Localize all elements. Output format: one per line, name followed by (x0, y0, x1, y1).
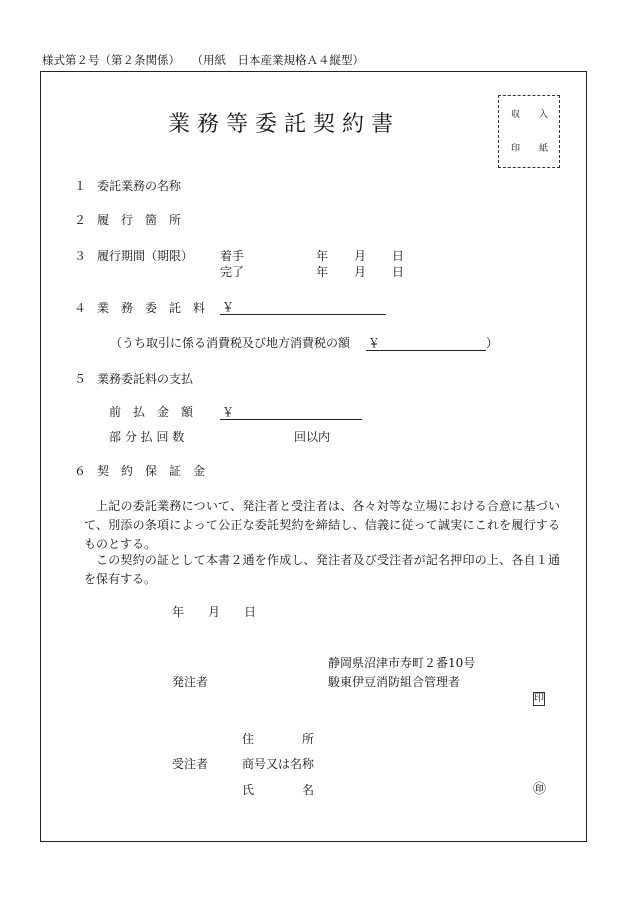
item-1-label: 委託業務の名称 (97, 179, 182, 193)
stamp-label: 入 (539, 110, 549, 120)
contractor-address-label: 住 所 (242, 732, 315, 746)
partial-times: 回以内 (294, 430, 331, 444)
stamp-label: 紙 (539, 144, 549, 154)
period-end-label: 完了 (220, 265, 245, 279)
advance-label: 前 払 金 額 (109, 405, 194, 419)
item-6-label: 契 約 保 証 金 (97, 464, 206, 478)
period-end-year: 年 (316, 265, 329, 279)
period-start-day: 日 (392, 249, 405, 263)
contractor-name-label: 氏 名 (242, 783, 315, 797)
period-start-year: 年 (316, 249, 329, 263)
date-month: 月 (208, 605, 221, 619)
contractor-company-label: 商号又は名称 (242, 757, 315, 771)
fee-amount-line[interactable] (220, 314, 386, 315)
item-4-number: ４ (74, 301, 87, 315)
stamp-label: 収 (511, 110, 521, 120)
agreement-paragraph: 上記の委託業務について、発注者と受注者は、各々対等な立場における合意に基づいて、別添の条項によって公正な委託契約を締結し、信義に従って誠実にこれを履行するものとする。 (84, 499, 560, 551)
partial-label: 部 分 払 回 数 (109, 430, 185, 444)
contractor-label: 受注者 (172, 757, 209, 771)
advance-yen-symbol: ￥ (222, 405, 235, 419)
item-2-label: 履 行 箇 所 (97, 213, 182, 227)
item-6-number: ６ (74, 464, 87, 478)
form-note: 様式第２号（第２条関係） （用紙 日本産業規格Ａ４縦型） (42, 53, 364, 67)
item-4-label: 業 務 委 託 料 (97, 301, 206, 315)
tax-note-open: （うち取引に係る消費税及び地方消費税の額 (110, 336, 351, 350)
item-3-number: ３ (74, 249, 87, 263)
item-1-number: １ (74, 179, 87, 193)
orderer-name: 駿東伊豆消防組合管理者 (328, 675, 461, 689)
stamp-label: 印 (511, 144, 521, 154)
orderer-address: 静岡県沼津市寿町２番10号 (328, 656, 476, 670)
orderer-seal-mark: 印 (534, 693, 544, 704)
revenue-stamp-box (498, 95, 560, 168)
certification-paragraph: この契約の証として本書２通を作成し、発注者及び受注者が記名押印の上、各自１通を保有する。 (84, 553, 560, 586)
period-start-month: 月 (354, 249, 367, 263)
fee-yen-symbol: ￥ (222, 300, 235, 314)
period-end-month: 月 (354, 265, 367, 279)
period-end-day: 日 (392, 265, 405, 279)
orderer-label: 発注者 (172, 675, 209, 689)
date-day: 日 (244, 605, 257, 619)
date-year: 年 (172, 605, 185, 619)
tax-yen-symbol: ￥ (368, 336, 381, 350)
document-title: 業務等委託契約書 (168, 112, 401, 137)
contractor-seal-mark: ㊞ (533, 782, 547, 797)
advance-amount-line[interactable] (220, 419, 362, 420)
period-start-label: 着手 (220, 249, 245, 263)
item-5-number: ５ (74, 372, 87, 386)
tax-amount-line[interactable] (366, 350, 486, 351)
item-3-label: 履行期間（期限） (97, 249, 194, 263)
item-5-label: 業務委託料の支払 (97, 372, 194, 386)
tax-note-close: ） (486, 336, 499, 350)
item-2-number: ２ (74, 213, 87, 227)
